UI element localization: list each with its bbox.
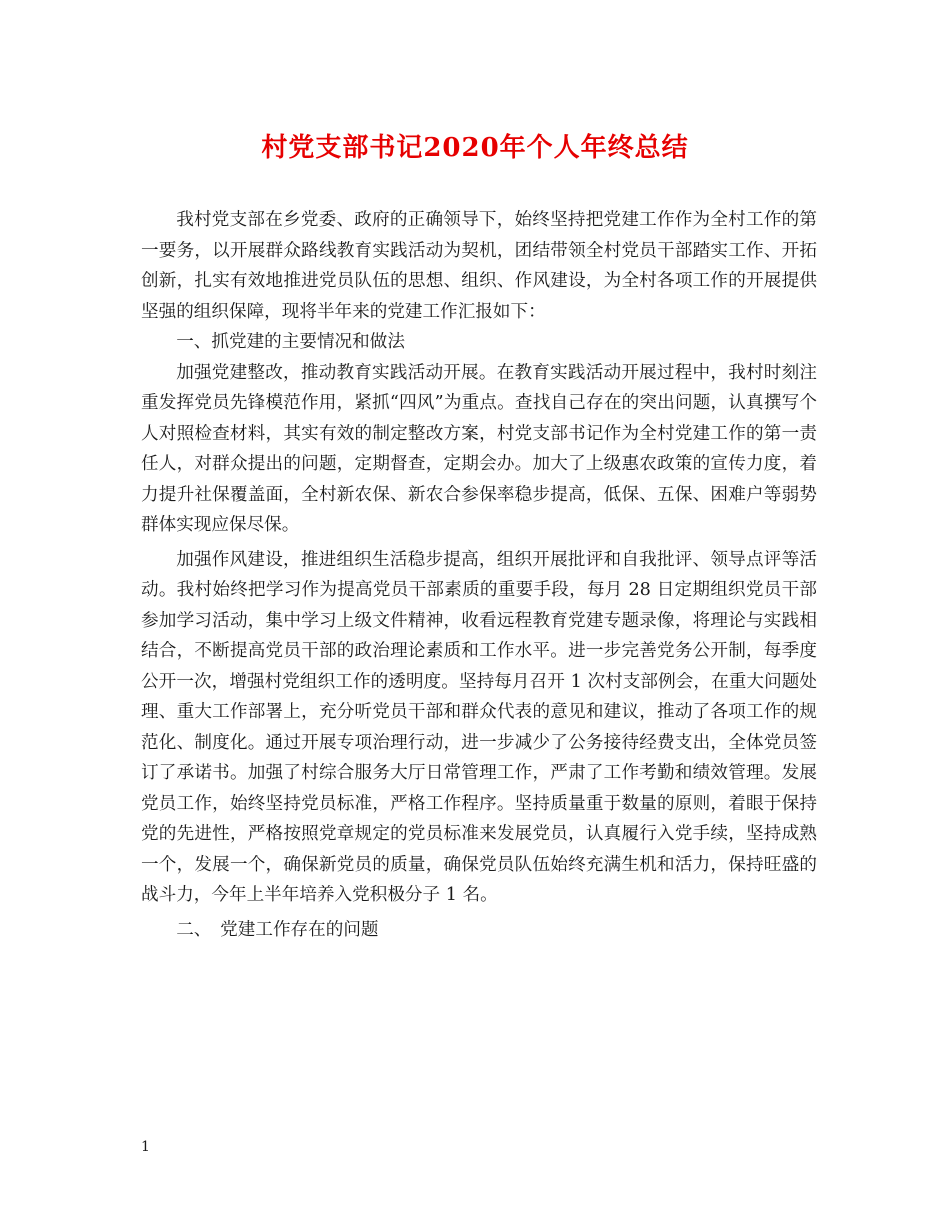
body-paragraph-1: 加强党建整改，推动教育实践活动开展。在教育实践活动开展过程中，我村时刻注重发挥党员先锋模范作用，紧抓“四风”为重点。查找自己存在的突出问题，认真撰写个人对照检查材料，其实有效的制定整改方案，村党支部书记作为全村党建工作的第一责任人，对群众提出的问题，定期督查，定期会办。加大了上级惠农政策的宣传力度，着力提升社保覆盖面，全村新农保、新农合参保率稳步提高，低保、五保、困难户等弱势群体实现应保尽保。 — [141, 362, 817, 535]
document-body — [141, 205, 817, 945]
page-number: 1 — [141, 1139, 150, 1155]
body-paragraph-2: 加强作风建设，推进组织生活稳步提高，组织开展批评和自我批评、领导点评等活动。我村始终把学习作为提高党员干部素质的重要手段，每月 28 日定期组织党员干部参加学习活动，集中学习上级文件精神，收看远程教育党建专题录像，将理论与实践相结合，不断提高党员干部的政治理论素质和工作水平。进一步完善党务公开制，每季度公开一次，增强村党组织工作的透明度。坚持每月召开 1 次村支部例会，在重大问题处理、重大工作部署上，充分听党员干部和群众代表的意见和建议，推动了各项工作的规范化、制度化。通过开展专项治理行动，进一步减少了公务接待经费支出，全体党员签订了承诺书。加强了村综合服务大厅日常管理工作，严肃了工作考勤和绩效管理。发展党员工作，始终坚持党员标准，严格工作程序。坚持质量重于数量的原则，着眼于保持党的先进性，严格按照党章规定的党员标准来发展党员，认真履行入党手续，坚持成熟一个，发展一个，确保新党员的质量，确保党员队伍始终充满生机和活力，保持旺盛的战斗力，今年上半年培养入党积极分子 1 名。 — [141, 549, 817, 905]
section-heading-2: 二、 党建工作存在的问题 — [176, 919, 379, 940]
document-title: 村党支部书记2020年个人年终总结 — [261, 133, 689, 163]
section-heading-1: 一、抓党建的主要情况和做法 — [176, 332, 405, 352]
intro-paragraph: 我村党支部在乡党委、政府的正确领导下，始终坚持把党建工作作为全村工作的第一要务，以开展群众路线教育实践活动为契机，团结带领全村党员干部踏实工作、开拓创新，扎实有效地推进党员队伍的思想、组织、作风建设，为全村各项工作的开展提供坚强的组织保障，现将半年来的党建工作汇报如下： — [141, 210, 817, 322]
